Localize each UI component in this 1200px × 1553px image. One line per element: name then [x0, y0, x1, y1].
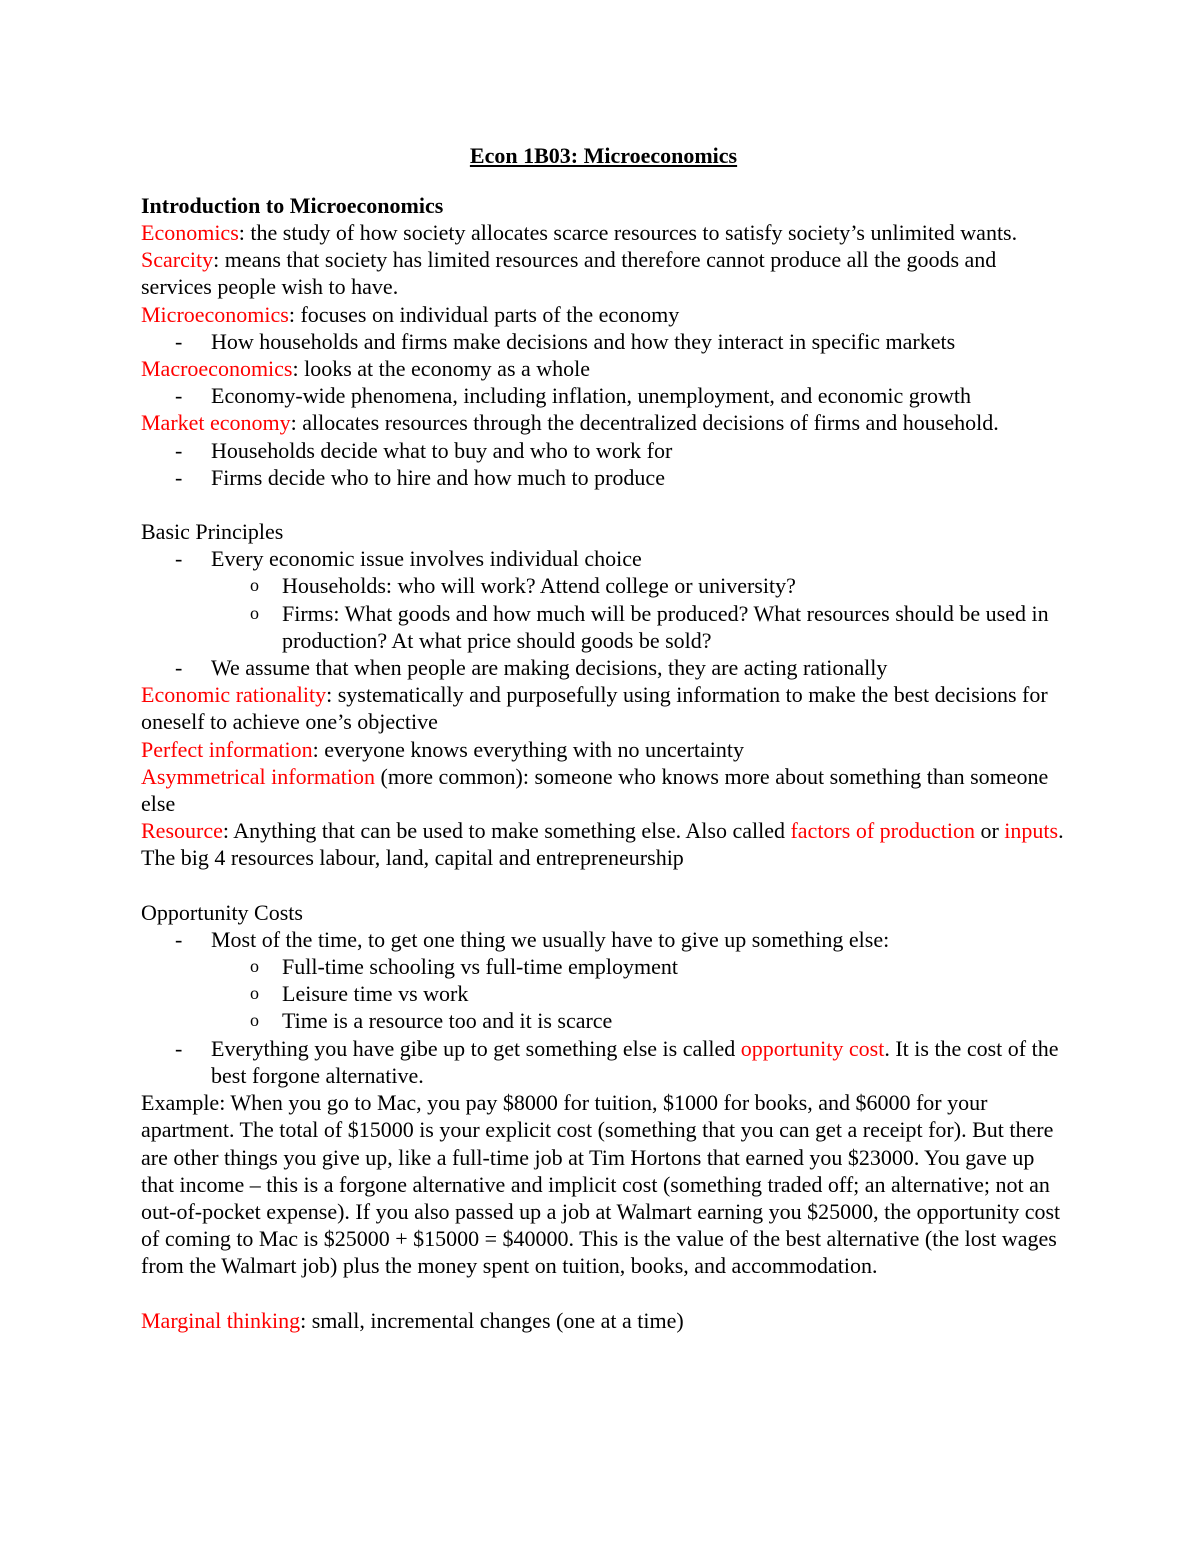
term-inputs: inputs [1004, 818, 1059, 844]
bullet-market-2 [141, 464, 1066, 491]
bullet-market-1 [141, 437, 1066, 464]
def-resource-text-2: or [974, 818, 1005, 844]
bullet-text: Most of the time, to get one thing we usually have to give up something else: [211, 926, 890, 952]
circle-marker: o [250, 1010, 259, 1031]
def-asym-info-text: (more common): someone who knows more about something than someone else [141, 763, 1049, 817]
bullet-macro-1 [141, 382, 1066, 409]
basic-heading: Basic Principles [141, 519, 284, 545]
dash-marker: - [175, 464, 183, 490]
dash-marker: - [175, 1035, 183, 1061]
circle-marker: o [250, 956, 259, 977]
bullet-text-post: . It is the cost of the best forgone alternative. [211, 1035, 1059, 1088]
dash-marker: - [175, 437, 183, 463]
opp-sub-1 [141, 953, 1066, 980]
opp-heading: Opportunity Costs [141, 899, 303, 925]
document-content [141, 138, 1066, 1334]
bullet-micro-1 [141, 328, 1066, 355]
sub-bullet-text: Time is a resource too and it is scarce [282, 1008, 613, 1034]
spacer [141, 1280, 1066, 1307]
opp-sub-3 [141, 1007, 1066, 1034]
def-market [141, 409, 1066, 436]
def-micro [141, 301, 1066, 328]
circle-marker: o [250, 575, 259, 596]
def-resource [141, 817, 1066, 871]
dash-marker: - [175, 655, 183, 681]
term-economics: Economics [141, 220, 239, 245]
circle-marker: o [250, 602, 259, 623]
def-scarcity-text: : means that society has limited resources and therefore cannot produce all the goods and services people wish to have. [141, 247, 997, 300]
basic-bullet-1 [141, 545, 1066, 572]
def-resource-text-1: : Anything that can be used to make something else. Also called [222, 818, 791, 844]
dash-marker: - [175, 328, 183, 354]
def-micro-text: : focuses on individual parts of the economy [288, 301, 680, 327]
bullet-text: Firms decide who to hire and how much to produce [211, 464, 665, 490]
term-perfect-info: Perfect information [141, 736, 313, 762]
def-marginal [141, 1307, 1066, 1334]
bullet-text: How households and firms make decisions and how they interact in specific markets [211, 328, 956, 354]
spacer [141, 491, 1066, 518]
sub-bullet-text: Households: who will work? Attend college or university? [282, 573, 796, 599]
def-perfect-info [141, 736, 1066, 763]
opp-example: Example: When you go to Mac, you pay $8000 for tuition, $1000 for books, and $6000 for your apartment. The total of $15000 is your explicit cost (something that you can get a receipt for). But there are other things you give up, like a full-time job at Tim Hortons that earned you $23000. You gave up that income – this is a forgone alternative and implicit cost (something traded off; an alternative; not an out-of-pocket expense). If you also passed up a job at Walmart earning you $25000, the opportunity cost of coming to Mac is $25000 + $15000 = $40000. This is the value of the best alternative (the lost wages from the Walmart job) plus the money spent on tuition, books, and accommodation. [141, 1090, 1061, 1279]
dash-marker: - [175, 546, 183, 572]
circle-marker: o [250, 983, 259, 1004]
intro-heading: Introduction to Microeconomics [141, 193, 444, 218]
term-resource: Resource [141, 818, 223, 844]
opp-sub-2 [141, 980, 1066, 1007]
sub-bullet-text: Full-time schooling vs full-time employment [282, 954, 678, 980]
def-marginal-text: : small, incremental changes (one at a time) [300, 1307, 684, 1333]
sub-bullet-text: Firms: What goods and how much will be produced? What resources should be used in production? At what price should goods be sold? [282, 600, 1049, 653]
bullet-text: Households decide what to buy and who to work for [211, 437, 673, 463]
bullet-text-pre: Everything you have gibe up to get something else is called [211, 1035, 741, 1061]
term-scarcity: Scarcity [141, 247, 214, 273]
def-resource-text-3: . The big 4 resources labour, land, capital and entrepreneurship [141, 818, 1064, 871]
bullet-text: Economy-wide phenomena, including inflation, unemployment, and economic growth [211, 383, 972, 409]
bullet-text: Every economic issue involves individual choice [211, 546, 642, 572]
def-economics [141, 219, 1066, 246]
def-perfect-info-text: : everyone knows everything with no uncertainty [312, 736, 745, 762]
term-asym-info: Asymmetrical information [141, 763, 375, 789]
term-market: Market economy [141, 410, 291, 436]
basic-sub-1 [141, 572, 1066, 599]
dash-marker: - [175, 926, 183, 952]
term-macro: Macroeconomics [141, 356, 293, 382]
term-marginal: Marginal thinking [141, 1307, 301, 1333]
def-market-text: : allocates resources through the decentralized decisions of firms and household. [290, 410, 999, 436]
def-macro [141, 355, 1066, 382]
opp-bullet-1 [141, 926, 1066, 953]
term-micro: Microeconomics [141, 301, 289, 327]
def-economics-text: : the study of how society allocates scarce resources to satisfy society’s unlimited wants. [238, 220, 1018, 245]
bullet-text: We assume that when people are making decisions, they are acting rationally [211, 655, 888, 681]
spacer [141, 872, 1066, 899]
term-rationality: Economic rationality [141, 682, 327, 708]
def-rationality-text: : systematically and purposefully using information to make the best decisions for oneself to achieve one’s objective [141, 682, 1048, 735]
dash-marker: - [175, 383, 183, 409]
term-opportunity-cost: opportunity cost [740, 1035, 885, 1061]
basic-bullet-2 [141, 654, 1066, 681]
document-title: Econ 1B03: Microeconomics [469, 143, 738, 168]
def-rationality [141, 681, 1066, 735]
term-factors-of-production: factors of production [790, 818, 975, 844]
def-macro-text: : looks at the economy as a whole [292, 356, 591, 382]
sub-bullet-text: Leisure time vs work [282, 981, 469, 1007]
opp-bullet-2 [141, 1035, 1066, 1089]
def-asym-info [141, 763, 1066, 817]
basic-sub-2 [141, 600, 1066, 654]
def-scarcity [141, 246, 1066, 300]
